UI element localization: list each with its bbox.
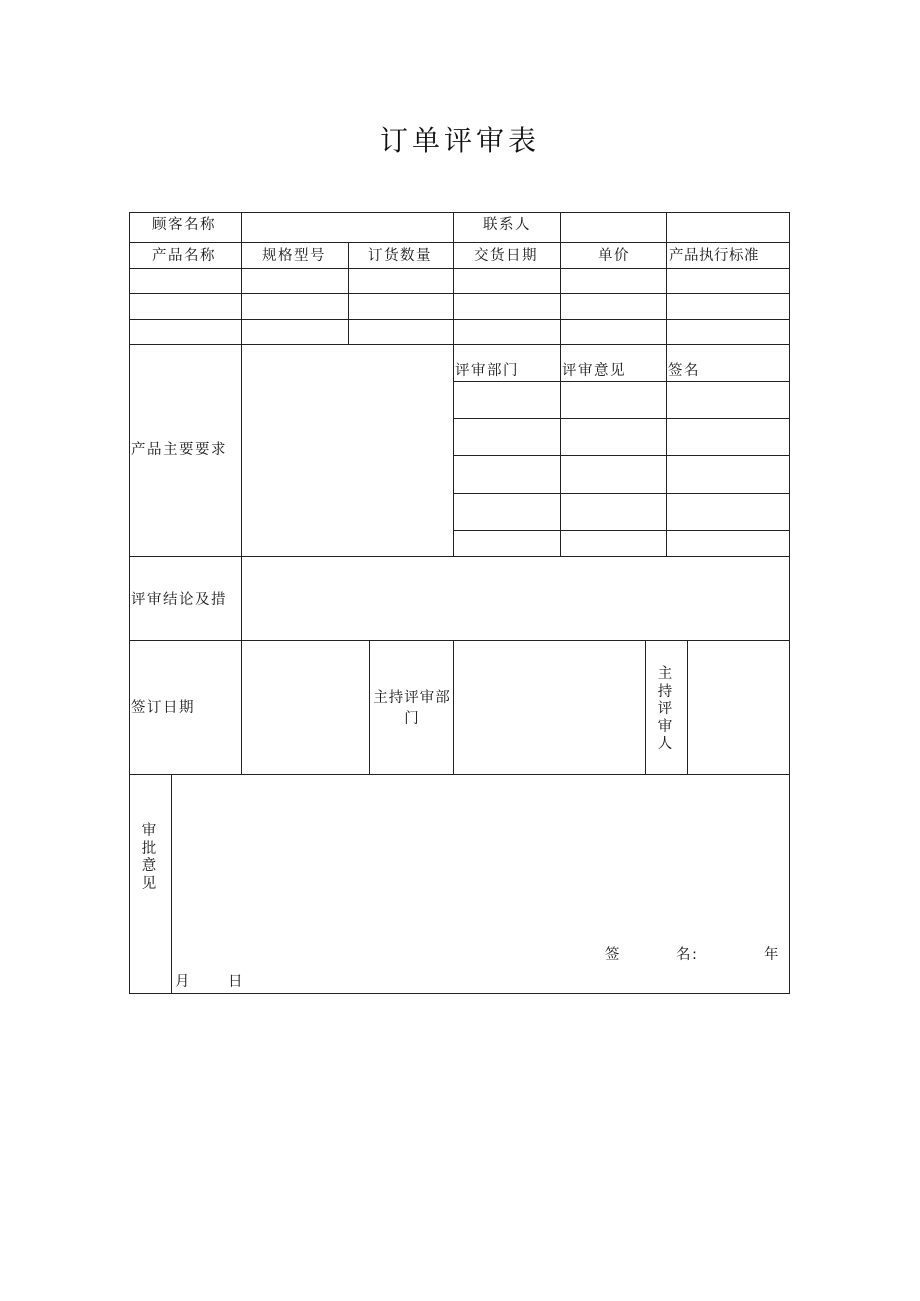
review-dept-label: 评审部门 <box>455 363 519 379</box>
host-person-field[interactable] <box>688 641 789 774</box>
approval-year-label: 年 <box>764 947 780 963</box>
col-header-spec-model: 规格型号 <box>262 248 326 264</box>
customer-name-label: 顾客名称 <box>152 217 216 233</box>
review-conclusion-field[interactable] <box>242 557 789 640</box>
col-header-delivery-date: 交货日期 <box>474 248 538 264</box>
product-requirements-field[interactable] <box>242 345 453 556</box>
signature-label: 签名 <box>668 363 700 379</box>
contact-label: 联系人 <box>483 217 531 233</box>
host-dept-field[interactable] <box>454 641 645 774</box>
table-row[interactable] <box>130 294 789 319</box>
host-person-label: 主持评审人 <box>657 666 673 752</box>
table-row[interactable] <box>130 269 789 293</box>
product-requirements-label: 产品主要要求 <box>131 442 227 458</box>
customer-name-field[interactable] <box>242 213 453 242</box>
approval-opinion-label: 审批意见 <box>141 823 157 892</box>
signing-date-label: 签订日期 <box>131 700 195 716</box>
col-header-unit-price: 单价 <box>598 248 630 264</box>
review-row[interactable] <box>454 494 789 530</box>
approval-sign-char: 签 <box>605 947 621 963</box>
approval-month-label: 月 <box>175 974 191 990</box>
signing-date-field[interactable] <box>242 641 369 774</box>
approval-day-label: 日 <box>228 974 244 990</box>
review-row[interactable] <box>454 419 789 455</box>
host-dept-label: 主持评审部门 <box>373 690 451 727</box>
review-opinion-label: 评审意见 <box>562 363 626 379</box>
page-title: 订单评审表 <box>379 124 540 157</box>
review-row[interactable] <box>454 456 789 493</box>
contact-field[interactable] <box>561 213 666 242</box>
table-row[interactable] <box>130 320 789 344</box>
review-row[interactable] <box>454 382 789 418</box>
col-header-product-standard: 产品执行标准 <box>669 248 759 264</box>
review-conclusion-label: 评审结论及措 <box>131 592 227 608</box>
approval-name-label: 名: <box>676 947 699 963</box>
review-row[interactable] <box>454 531 789 556</box>
contact-extra-field[interactable] <box>667 213 789 242</box>
approval-opinion-field[interactable] <box>172 775 789 935</box>
col-header-order-quantity: 订货数量 <box>368 248 432 264</box>
col-header-product-name: 产品名称 <box>152 248 216 264</box>
